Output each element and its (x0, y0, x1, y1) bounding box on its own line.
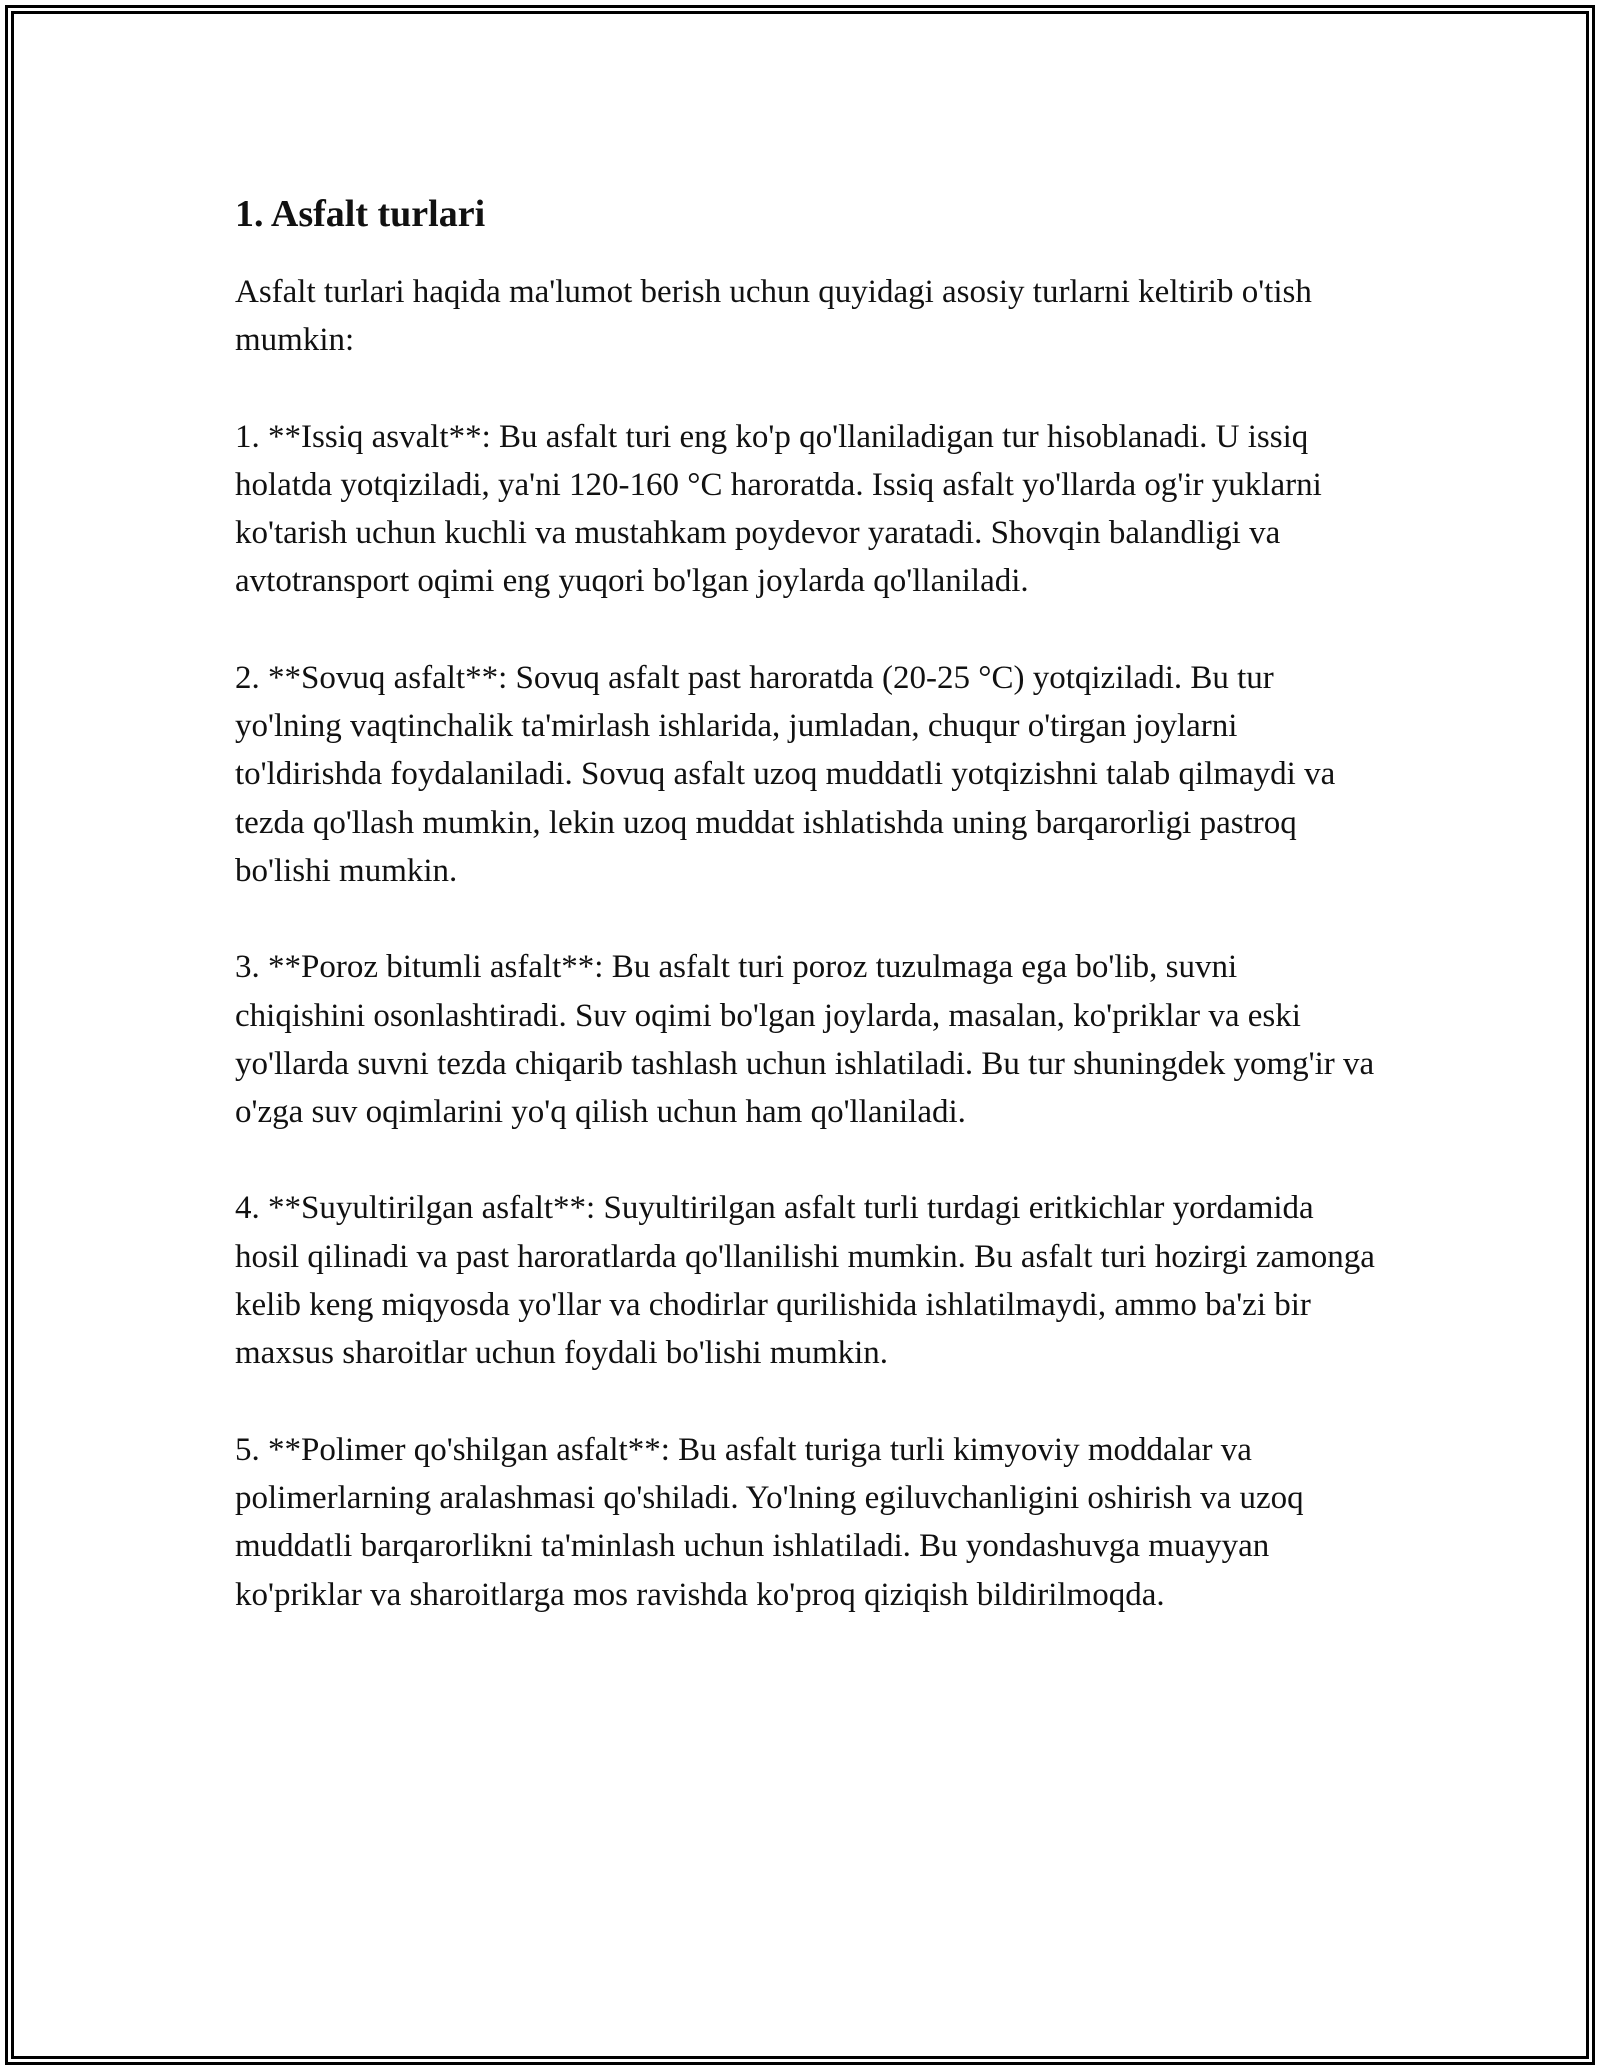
list-item: 5. **Polimer qo'shilgan asfalt**: Bu asfalt turiga turli kimyoviy moddalar va polimerlarning aralashmasi qo'shiladi. Yo'lning egiluvchanligini oshirish va uzoq muddatli barqarorlikni ta'minlash uchun ishlatiladi. Bu yondashuvga muayyan ko'priklar va sharoitlarga mos ravishda ko'proq qiziqish bildirilmoqda. (235, 1431, 1304, 1613)
document-body (235, 186, 1375, 1667)
list-item: 4. **Suyultirilgan asfalt**: Suyultirilgan asfalt turli turdagi eritkichlar yordamida hosil qilinadi va past haroratlarda qo'llanilishi mumkin. Bu asfalt turi hozirgi zamonga kelib keng miqyosda yo'llar va chodirlar qurilishida ishlatilmaydi, ammo ba'zi bir maxsus sharoitlar uchun foydali bo'lishi mumkin. (235, 1190, 1375, 1372)
list-item: 1. **Issiq asvalt**: Bu asfalt turi eng ko'p qo'llaniladigan tur hisoblanadi. U issiq holatda yotqiziladi, ya'ni 120-160 °C haroratda. Issiq asfalt yo'llarda og'ir yuklarni ko'tarish uchun kuchli va mustahkam poydevor yaratadi. Shovqin balandligi va avtotransport oqimi eng yuqori bo'lgan joylarda qo'llaniladi. (235, 418, 1322, 600)
intro-paragraph: Asfalt turlari haqida ma'lumot berish uchun quyidagi asosiy turlarni keltirib o'tish mumkin: (235, 274, 1312, 359)
section-title: 1. Asfalt turlari (235, 193, 486, 235)
list-item: 3. **Poroz bitumli asfalt**: Bu asfalt turi poroz tuzulmaga ega bo'lib, suvni chiqishini osonlashtiradi. Suv oqimi bo'lgan joylarda, masalan, ko'priklar va eski yo'llarda suvni tezda chiqarib tashlash uchun ishlatiladi. Bu tur shuningdek yomg'ir va o'zga suv oqimlarini yo'q qilish uchun ham qo'llaniladi. (235, 949, 1375, 1131)
list-item: 2. **Sovuq asfalt**: Sovuq asfalt past haroratda (20-25 °C) yotqiziladi. Bu tur yo'lning vaqtinchalik ta'mirlash ishlarida, jumladan, chuqur o'tirgan joylarni to'ldirishda foydalaniladi. Sovuq asfalt uzoq muddatli yotqizishni talab qilmaydi va tezda qo'llash mumkin, lekin uzoq muddat ishlatishda uning barqarorligi pastroq bo'lishi mumkin. (235, 659, 1336, 889)
